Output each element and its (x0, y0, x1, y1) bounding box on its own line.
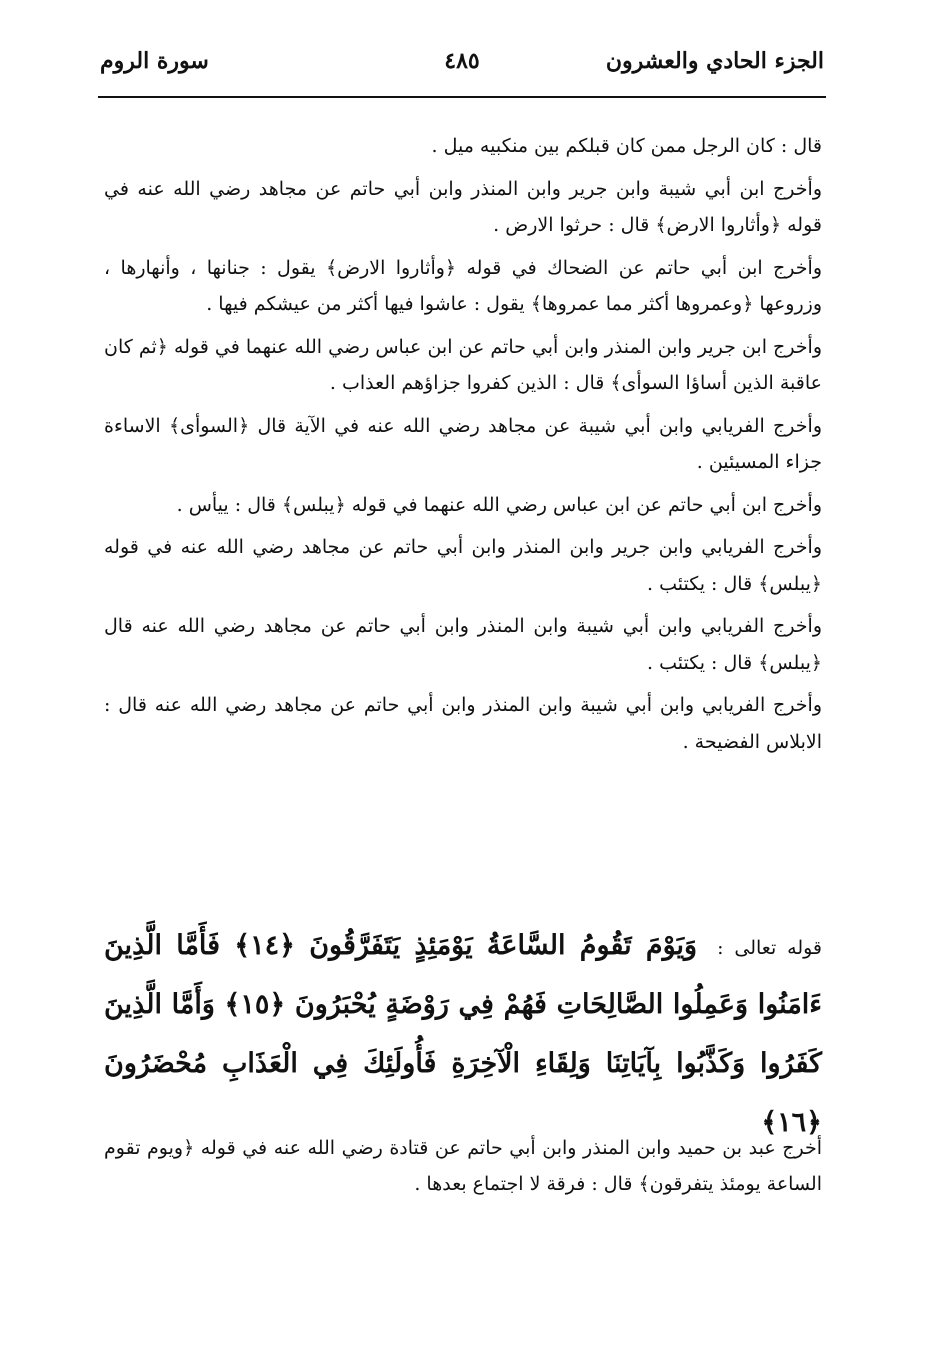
paragraph: وأخرج ابن أبي حاتم عن ابن عباس رضي الله عنهما في قوله ﴿يبلس﴾ قال : ييأس . (176, 493, 822, 516)
paragraph: وأخرج ابن جرير وابن المنذر وابن أبي حاتم عن ابن عباس رضي الله عنهما في قوله ﴿ثم كان عاقبة الذين أساؤا السوأى﴾ قال : الذين كفروا جزاؤهم العذاب . (104, 335, 822, 394)
part-title: الجزء الحادي والعشرون (605, 48, 824, 74)
header-divider (98, 96, 826, 98)
surah-title: سورة الروم (100, 48, 209, 74)
paragraph: وأخرج الفريابي وابن أبي شيبة وابن المنذر وابن أبي حاتم عن مجاهد رضي الله عنه قال : الابلاس الفضيحة . (104, 694, 822, 753)
paragraph: قال : كان الرجل ممن كان قبلكم بين منكبيه ميل . (431, 135, 822, 157)
paragraph: وأخرج ابن أبي حاتم عن الضحاك في قوله ﴿وأثاروا الارض﴾ يقول : جنانها ، وأنهارها ، وزروعها ﴿وعمروها أكثر مما عمروها﴾ يقول : عاشوا فيها أكثر من عيشكم فيها . (104, 256, 822, 315)
page-header (100, 48, 824, 88)
paragraph: وأخرج ابن أبي شيبة وابن جرير وابن المنذر وابن أبي حاتم عن مجاهد رضي الله عنه في قوله ﴿وأثاروا الارض﴾ قال : حرثوا الارض . (104, 177, 822, 236)
verse-intro: قوله تعالى : (717, 937, 823, 959)
paragraph: وأخرج الفريابي وابن أبي شيبة عن مجاهد رضي الله عنه في الآية قال ﴿السوأى﴾ الاساءة جزاء المسيئين . (104, 414, 822, 473)
main-text (104, 128, 822, 766)
verse-text: وَيَوْمَ تَقُومُ السَّاعَةُ يَوْمَئِذٍ يَتَفَرَّقُونَ ﴿١٤﴾ فَأَمَّا الَّذِينَ ءَامَنُوا وَعَمِلُوا الصَّالِحَاتِ فَهُمْ فِي رَوْضَةٍ يُحْبَرُونَ ﴿١٥﴾ وَأَمَّا الَّذِينَ كَفَرُوا وَكَذَّبُوا بِآيَاتِنَا وَلِقَاءِ الْآخِرَةِ فَأُولَئِكَ فِي الْعَذَابِ مُحْضَرُونَ ﴿١٦﴾ (104, 930, 822, 1138)
paragraph: وأخرج الفريابي وابن أبي شيبة وابن المنذر وابن أبي حاتم عن مجاهد رضي الله عنه قال ﴿يبلس﴾ قال : يكتئب . (104, 615, 822, 674)
paragraph: أخرج عبد بن حميد وابن المنذر وابن أبي حاتم عن قتادة رضي الله عنه في قوله ﴿ويوم تقوم الساعة يومئذ يتفرقون﴾ قال : فرقة لا اجتماع بعدها . (104, 1137, 822, 1195)
page-number: ٤٨٥ (444, 48, 480, 74)
paragraph: وأخرج الفريابي وابن جرير وابن المنذر وابن أبي حاتم عن مجاهد رضي الله عنه في قوله ﴿يبلس﴾ قال : يكتئب . (104, 536, 822, 595)
quran-verse-block (104, 918, 822, 1154)
closing-text (104, 1130, 822, 1202)
